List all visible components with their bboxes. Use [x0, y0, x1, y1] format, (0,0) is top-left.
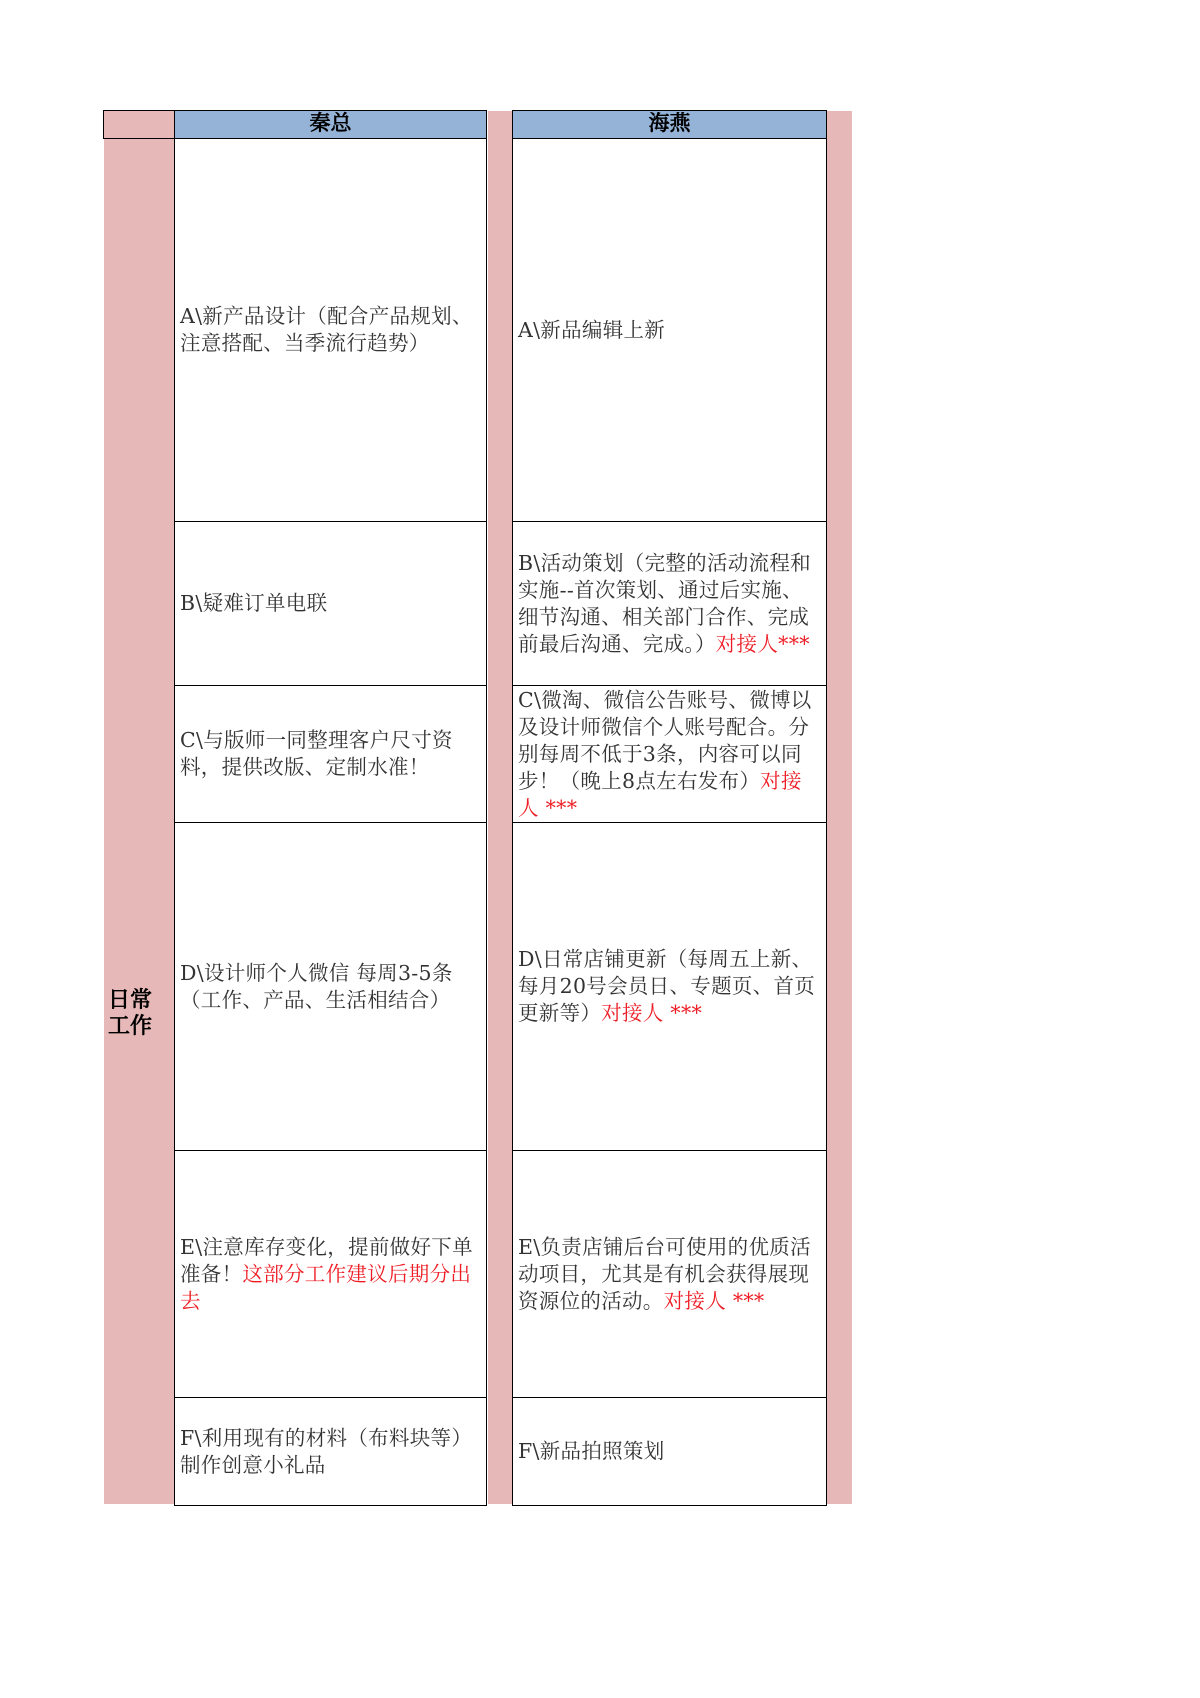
- cell-haiyan-f: [512, 1397, 827, 1506]
- contact-note: 对接人 ***: [663, 1288, 765, 1313]
- contact-note: 对接人***: [715, 631, 810, 656]
- task-text: D\日常店铺更新（每周五上新、每月20号会员日、专题页、首页更新等）: [518, 947, 816, 1025]
- cell-haiyan-d: [512, 822, 827, 1151]
- contact-note: 这部分工作建议后期分出去: [180, 1261, 472, 1313]
- cell-qin-c: [174, 685, 487, 823]
- cell-haiyan-b: [512, 521, 827, 686]
- contact-note: 对接人 ***: [518, 768, 802, 820]
- contact-note: 对接人 ***: [601, 1001, 703, 1025]
- task-text: A\新产品设计（配合产品规划、注意搭配、当季流行趋势）: [180, 304, 473, 355]
- task-text: C\与版师一同整理客户尺寸资料，提供改版、定制水准！: [180, 728, 453, 779]
- cell-haiyan-c: [512, 685, 827, 823]
- cell-haiyan-e: [512, 1150, 827, 1398]
- cell-haiyan-a: [512, 138, 827, 522]
- cell-qin-d: [174, 822, 487, 1151]
- task-text: E\负责店铺后台可使用的优质活动项目，尤其是有机会获得展现资源位的活动。: [518, 1234, 811, 1313]
- column-header-qin: 秦总: [174, 110, 487, 139]
- task-text: A\新品编辑上新: [518, 317, 666, 342]
- task-text: C\微淘、微信公告账号、微博以及设计师微信个人账号配合。分别每周不低于3条，内容可以同步！（晚上8点左右发布）: [518, 687, 812, 793]
- task-text: F\新品拍照策划: [518, 1439, 665, 1463]
- cell-qin-e: [174, 1150, 487, 1398]
- task-text: E\注意库存变化，提前做好下单准备！: [180, 1234, 473, 1286]
- task-text: D\设计师个人微信 每周3-5条（工作、产品、生活相结合）: [180, 960, 453, 1012]
- column-header-haiyan: 海燕: [512, 110, 827, 139]
- section-label-line-2: 工作: [107, 1014, 152, 1039]
- section-label-line-1: 日常: [107, 988, 152, 1013]
- task-text: B\疑难订单电联: [180, 591, 328, 615]
- cell-qin-a: [174, 138, 487, 522]
- cell-qin-b: [174, 521, 487, 686]
- task-text: F\利用现有的材料（布料块等）制作创意小礼品: [180, 1425, 473, 1477]
- task-text: B\活动策划（完整的活动流程和实施--首次策划、通过后实施、细节沟通、相关部门合作、完成前最后沟通、完成。）: [518, 550, 811, 656]
- cell-qin-f: [174, 1397, 487, 1506]
